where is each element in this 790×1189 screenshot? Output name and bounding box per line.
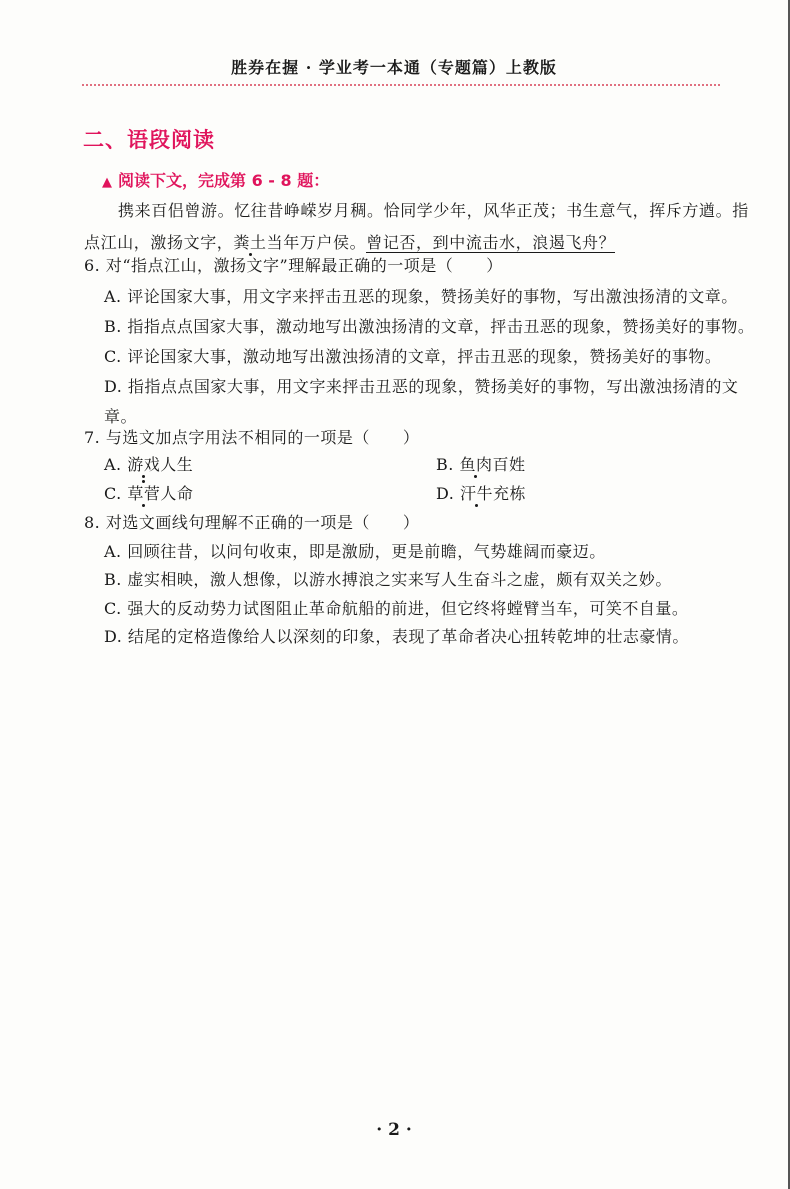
- question-stem: 8. 对选文画线句理解不正确的一项是（ ）: [84, 513, 420, 532]
- dotted-word: 鱼肉: [459, 455, 493, 474]
- option-item: A. 评论国家大事，用文字来抨击丑恶的现象，赞扬美好的事物，写出激浊扬清的文章。: [104, 287, 738, 306]
- dotted-word: 草菅: [127, 484, 161, 503]
- instruction-text: 阅读下文，完成第 6 - 8 题：: [118, 171, 330, 190]
- section-title: 二、语段阅读: [83, 128, 215, 152]
- option-item: D. 指指点点国家大事，用文字来抨击丑恶的现象，赞扬美好的事物，写出激浊扬清的文章。: [104, 377, 739, 426]
- question-stem: 7. 与选文加点字用法不相同的一项是（ ）: [84, 428, 420, 447]
- option-item: B. 指指点点国家大事，激动地写出激浊扬清的文章，抨击丑恶的现象，赞扬美好的事物。: [104, 317, 755, 336]
- dotted-word: 粪土: [233, 233, 267, 252]
- option-item: C. 强大的反动势力试图阻止革命航船的前进，但它终将螳臂当车，可笑不自量。: [104, 599, 689, 618]
- option-item: C. 草菅人命: [104, 484, 194, 503]
- underlined-sentence: 曾记否，到中流击水，浪遏飞舟？: [366, 233, 616, 252]
- passage-text: 当年万户侯。: [266, 233, 367, 252]
- page-number: · 2 ·: [376, 1120, 412, 1140]
- header-divider: [82, 84, 720, 86]
- option-item: D. 结尾的定格造像给人以深刻的印象，表现了革命者决心扭转乾坤的壮志豪情。: [104, 627, 689, 646]
- option-item: C. 评论国家大事，激动地写出激浊扬清的文章，抨击丑恶的现象，赞扬美好的事物。: [104, 347, 722, 366]
- reading-passage: [84, 195, 764, 259]
- reading-instruction: [102, 168, 329, 191]
- triangle-icon: ▲: [102, 175, 112, 190]
- running-header: 胜券在握 · 学业考一本通（专题篇）上教版: [231, 58, 557, 77]
- option-item: B. 鱼肉百姓: [436, 455, 526, 474]
- dotted-word: 游戏: [127, 455, 161, 474]
- passage-text: 携来百侣曾游。忆往昔峥嵘岁月稠。恰同学少年，风华正茂；书生意气，挥斥方遒。指点江山，激扬文字，: [84, 201, 749, 252]
- option-item: D. 汗牛充栋: [436, 484, 526, 503]
- question-stem: 6. 对“指点江山，激扬文字”理解最正确的一项是（ ）: [84, 256, 503, 275]
- option-item: B. 虚实相映，激人想像，以游水搏浪之实来写人生奋斗之虚，颇有双关之妙。: [104, 570, 672, 589]
- dotted-word: 汗牛: [459, 484, 493, 503]
- option-item: A. 游戏人生: [104, 455, 194, 474]
- option-item: A. 回顾往昔，以问句收束，即是激励，更是前瞻，气势雄阔而豪迈。: [104, 542, 606, 561]
